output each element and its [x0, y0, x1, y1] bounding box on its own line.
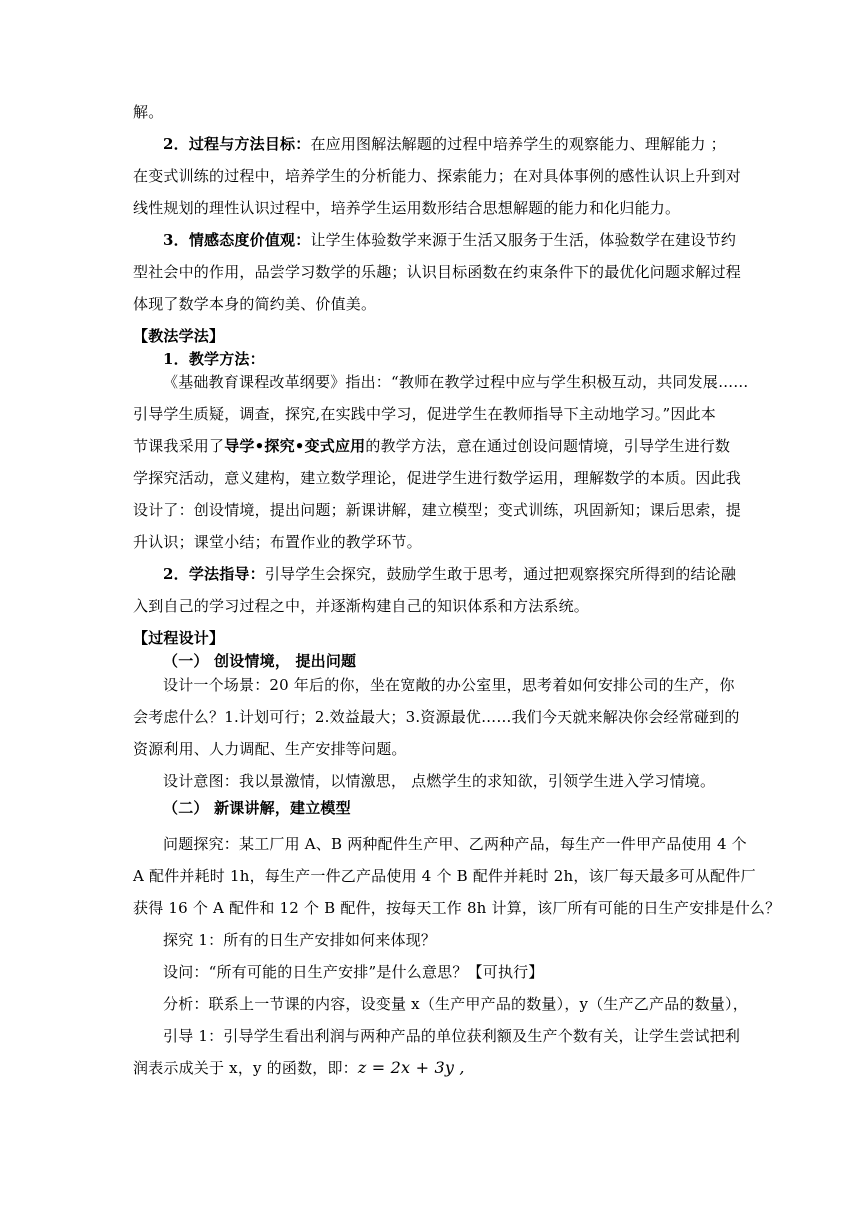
bold-label: 2．学法指导：	[163, 565, 265, 583]
goal-process-method	[163, 134, 763, 154]
text-line: 在应用图解法解题的过程中培养学生的观察能力、理解能力 ；	[310, 135, 726, 153]
subheading-new-lesson: （二） 新课讲解，建立模型	[163, 799, 351, 817]
text-line: 型社会中的作用，品尝学习数学的乐趣；认识目标函数在约束条件下的最优化问题求解过程	[133, 263, 742, 281]
subheading-teaching-method: 1．教学方法：	[163, 350, 265, 368]
text-line: 引导 1：引导学生看出利润与两种产品的单位获利额及生产个数有关，让学生尝试把利	[163, 1027, 741, 1045]
text-line: 设问：“所有可能的日生产安排”是什么意思？【可执行】	[163, 963, 544, 981]
text-line: A 配件并耗时 1h，每生产一件乙产品使用 4 个 B 配件并耗时 2h，该厂每天最多可从配件厂	[133, 867, 756, 885]
section-heading-teaching-method: 【教法学法】	[133, 327, 225, 345]
subheading-scenario: （一） 创设情境， 提出问题	[163, 652, 357, 670]
study-guide-line	[163, 564, 763, 584]
text-line: 会考虑什么？1.计划可行；2.效益最大；3.资源最优……我们今天就来解决你会经常碰到的	[133, 708, 740, 726]
text-line: 节课我采用了	[133, 437, 225, 455]
formula-line	[133, 1058, 733, 1078]
profit-formula: z = 2x + 3y ,	[357, 1058, 465, 1077]
text-line: 让学生体验数学来源于生活又服务于生活，体验数学在建设节约	[310, 231, 737, 249]
text-line: 《基础教育课程改革纲要》指出：“教师在教学过程中应与学生积极互动，共同发展……	[163, 373, 749, 391]
goal-emotion-value	[163, 230, 763, 250]
text-line: 引导学生会探究，鼓励学生敢于思考，通过把观察探究所得到的结论融	[264, 565, 737, 583]
text-line: 线性规划的理性认识过程中，培养学生运用数形结合思想解题的能力和化归能力。	[133, 199, 681, 217]
method-line	[133, 436, 733, 456]
text-line: 体现了数学本身的简约美、价值美。	[133, 295, 377, 313]
text-line: 解。	[133, 103, 164, 121]
text-line: 学探究活动，意义建构，建立数学理论，促进学生进行数学运用，理解数学的本质。因此我	[133, 469, 742, 487]
section-heading-process-design: 【过程设计】	[133, 629, 225, 647]
text-line: 问题探究：某工厂用 A、B 两种配件生产甲、乙两种产品，每生产一件甲产品使用 4 个	[163, 835, 747, 853]
text-line: 的教学方法，意在通过创设问题情境，引导学生进行数	[365, 437, 731, 455]
text-line: 设计了：创设情境，提出问题；新课讲解，建立模型；变式训练，巩固新知；课后思索，提	[133, 501, 742, 519]
text-line: 润表示成关于 x，y 的函数，即：	[133, 1059, 358, 1077]
bold-method-phrase: 导学•探究•变式应用	[224, 437, 366, 455]
bold-label: 2．过程与方法目标：	[163, 135, 311, 153]
text-line: 探究 1：所有的日生产安排如何来体现？	[163, 931, 437, 949]
text-line: 在变式训练的过程中，培养学生的分析能力、探索能力；在对具体事例的感性认识上升到对	[133, 167, 742, 185]
text-line: 入到自己的学习过程之中，并逐渐构建自己的知识体系和方法系统。	[133, 597, 590, 615]
text-line: 升认识；课堂小结；布置作业的教学环节。	[133, 533, 422, 551]
text-line: 设计一个场景：20 年后的你，坐在宽敞的办公室里，思考着如何安排公司的生产，你	[163, 676, 735, 694]
text-line: 设计意图：我以景激情，以情激思， 点燃学生的求知欲，引领学生进入学习情境。	[163, 772, 716, 790]
text-line: 分析：联系上一节课的内容，设变量 x（生产甲产品的数量），y（生产乙产品的数量），	[163, 995, 748, 1013]
text-line: 资源利用、人力调配、生产安排等问题。	[133, 740, 407, 758]
bold-label: 3．情感态度价值观：	[163, 231, 311, 249]
text-line: 获得 16 个 A 配件和 12 个 B 配件，按每天工作 8h 计算，该厂所有可能的日生产安排是什么？	[133, 899, 781, 917]
text-line: 引导学生质疑，调查，探究,在实践中学习，促进学生在教师指导下主动地学习。”因此本	[133, 405, 716, 423]
